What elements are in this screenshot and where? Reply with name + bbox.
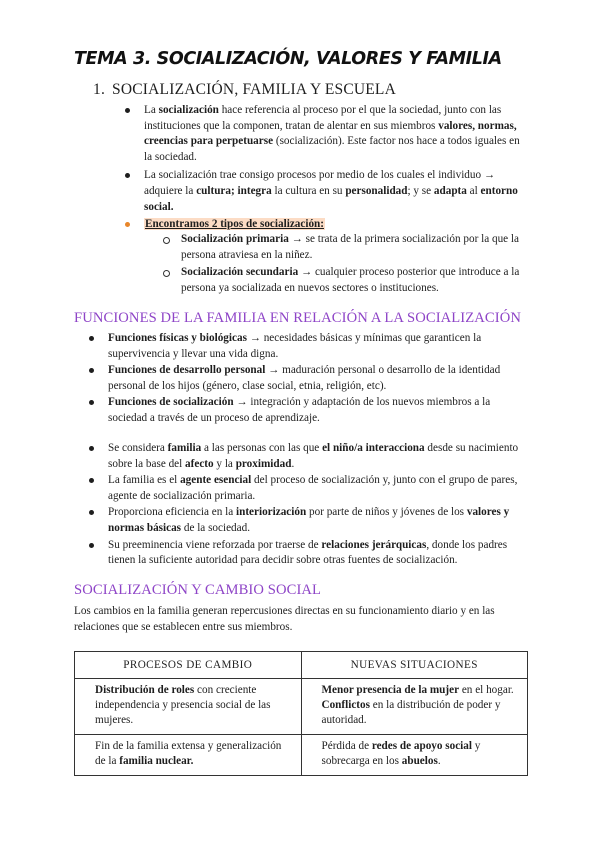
bold-text: Funciones de desarrollo personal	[108, 364, 266, 377]
text: Se considera	[108, 442, 168, 454]
bold-text: familia	[167, 442, 202, 454]
list-item-highlighted	[144, 217, 524, 233]
bold-text: abuelos	[401, 755, 438, 767]
table-header-row	[75, 652, 528, 679]
bullet-icon	[89, 400, 94, 405]
text: de la sociedad.	[181, 521, 251, 534]
bold-text: Menor presencia de la mujer	[321, 684, 460, 696]
bullet-icon	[89, 510, 94, 515]
hollow-bullet-icon	[163, 237, 170, 244]
socializacion-types-list	[181, 232, 521, 296]
text: del proceso de socialización y, junto con el grupo de pares, agente de socialización primaria.	[108, 474, 518, 502]
cambio-social-table	[74, 651, 528, 776]
bullet-icon	[89, 543, 94, 548]
bullet-icon	[125, 222, 130, 227]
bold-text: Distribución de roles	[95, 684, 195, 696]
hollow-bullet-icon	[163, 270, 170, 277]
text: y sobrecarga en los	[321, 740, 481, 767]
text: La socialización trae consigo procesos por medio de los cuales el individuo → adquiere la	[144, 169, 496, 197]
text: Pérdida de	[321, 740, 372, 752]
list-item	[144, 168, 524, 215]
text: La	[144, 104, 159, 116]
bold-text: cultura; integra	[196, 184, 272, 197]
bold-text: valores y normas básicas	[108, 506, 510, 534]
text: desde su nacimiento sobre la base del	[108, 442, 519, 470]
text: Proporciona eficiencia en la	[108, 506, 236, 519]
text: → necesidades básicas y mínimas que garanticen la supervivencia y llevar una vida digna.	[108, 332, 482, 360]
bold-text: Funciones de socialización	[108, 396, 234, 409]
text: → maduración personal o desarrollo de la identidad personal de los hijos (género, clase social, etnia, religión, etc).	[108, 364, 501, 392]
bold-text: Socialización secundaria	[181, 266, 299, 279]
text: la cultura en su	[271, 184, 346, 197]
text: Fin de la familia extensa y generalización de la	[95, 740, 282, 767]
bullet-icon	[89, 336, 94, 341]
text: La familia es el	[108, 474, 181, 487]
bullet-icon	[89, 446, 94, 451]
bold-text: interiorización	[235, 506, 307, 519]
bold-text: valores, normas, creencias para perpetuarse	[144, 119, 517, 148]
text: en la distribución de poder y autoridad.	[321, 699, 501, 726]
bold-text: Conflictos	[321, 699, 370, 711]
text: .	[437, 755, 441, 767]
text: y la	[213, 457, 236, 470]
section-number: 1.	[93, 81, 106, 98]
bullet-icon	[89, 478, 94, 483]
bold-text: redes de apoyo social	[371, 740, 472, 752]
text: con creciente independencia y presencia social de las mujeres.	[95, 684, 271, 726]
bold-text: agente esencial	[180, 474, 252, 487]
list-item	[108, 505, 526, 536]
list-item	[108, 331, 526, 362]
text: Su preeminencia viene reforzada por traerse de	[108, 538, 322, 551]
bold-text: Funciones físicas y biológicas	[108, 332, 247, 344]
text: hace referencia al proceso por el que la sociedad, junto con las instituciones que la componen, tratan de alentar en sus miembros	[144, 104, 502, 132]
bold-text: familia nuclear.	[119, 755, 194, 767]
socializacion-list	[144, 103, 524, 233]
bold-text: adapta	[433, 184, 467, 197]
text: por parte de niños y jóvenes de los	[306, 506, 467, 519]
table-cell	[301, 735, 528, 776]
familia-list	[108, 441, 526, 569]
bold-text: socialización	[158, 104, 219, 116]
text: → se trata de la primera socialización por la que la persona atraviesa en la niñez.	[181, 233, 520, 261]
text: al	[466, 184, 481, 197]
table-row	[75, 679, 528, 735]
bold-text: personalidad	[345, 184, 408, 197]
bold-text: el niño/a interacciona	[322, 442, 425, 454]
bullet-icon	[125, 173, 130, 178]
section-heading-socializacion-familia-escuela	[93, 82, 396, 98]
intro-paragraph: Los cambios en la familia generan repercusiones directas en su funcionamiento diario y en las relaciones que se establecen entre sus miembros.	[74, 605, 495, 633]
list-item-secundaria	[181, 265, 521, 296]
text: → cualquier proceso posterior que introduce a la persona ya socializada en nuevos sectores o instituciones.	[181, 266, 520, 294]
table-cell	[75, 679, 302, 735]
list-item	[108, 441, 526, 472]
text: .	[291, 457, 295, 470]
bold-text: relaciones jerárquicas	[321, 538, 427, 551]
section-heading-cambio-social: SOCIALIZACIÓN Y CAMBIO SOCIAL	[74, 582, 322, 598]
highlighted-text: Encontramos 2 tipos de socialización:	[145, 218, 324, 231]
list-item-primaria	[181, 232, 521, 263]
text: ; y se	[407, 184, 434, 197]
list-item	[144, 103, 524, 165]
table-cell	[75, 735, 302, 776]
document-title: TEMA 3. SOCIALIZACIÓN, VALORES Y FAMILIA	[74, 49, 502, 69]
table-row	[75, 735, 528, 776]
funciones-list	[108, 331, 526, 427]
bold-text: entorno social.	[144, 184, 518, 213]
bullet-icon	[89, 368, 94, 373]
list-item	[108, 538, 526, 569]
text: (socialización). Este factor nos hace a todos iguales en la sociedad.	[144, 135, 520, 163]
table-header-situaciones: NUEVAS SITUACIONES	[301, 652, 528, 679]
section-title: SOCIALIZACIÓN, FAMILIA Y ESCUELA	[112, 81, 396, 98]
text: → integración y adaptación de los nuevos miembros a la sociedad a través de un proceso de aprendizaje.	[108, 396, 491, 424]
text: , donde los padres tienen la suficiente autoridad para decidir sobre otras fuentes de socialización.	[108, 538, 508, 567]
table-cell	[301, 679, 528, 735]
bullet-icon	[125, 108, 130, 113]
list-item	[108, 473, 526, 504]
table-header-procesos: PROCESOS DE CAMBIO	[75, 652, 302, 679]
text: en el hogar.	[459, 684, 514, 696]
list-item	[108, 395, 526, 426]
list-item	[108, 363, 526, 394]
bold-text: Socialización primaria	[181, 233, 289, 245]
bold-text: proximidad	[235, 457, 292, 470]
bold-text: afecto	[185, 457, 214, 470]
text: a las personas con las que	[201, 442, 323, 454]
section-heading-funciones-familia: FUNCIONES DE LA FAMILIA EN RELACIÓN A LA SOCIALIZACIÓN	[74, 310, 521, 326]
